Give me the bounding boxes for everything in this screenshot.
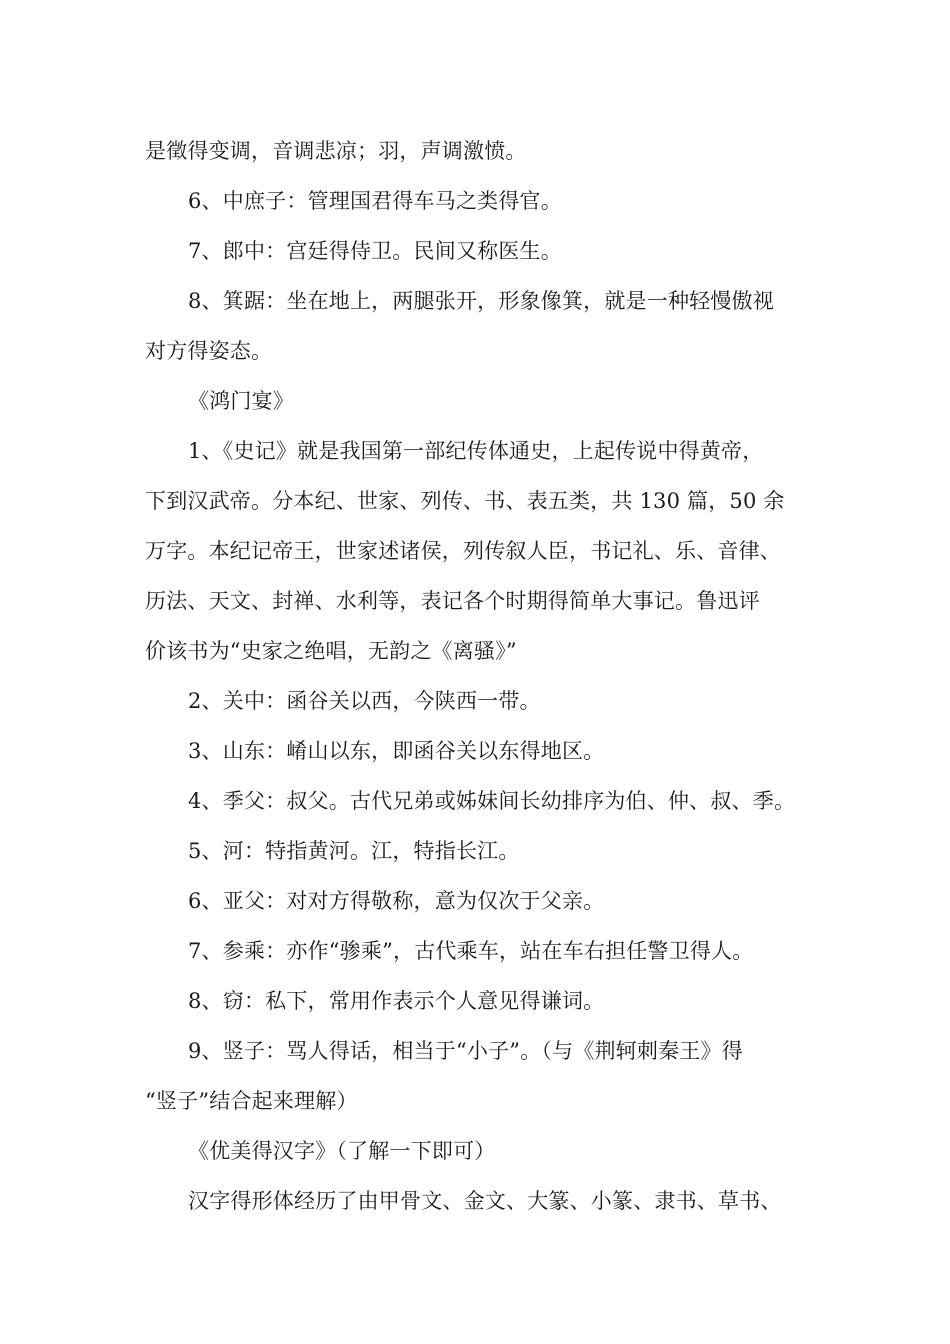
paragraph-line: 价该书为“史家之绝唱，无韵之《离骚》”: [145, 639, 517, 663]
paragraph-line: 万字。本纪记帝王，世家述诸侯，列传叙人臣，书记礼、乐、音律、: [145, 539, 781, 563]
paragraph-line: 是徵得变调，音调悲凉；羽，声调激愤。: [145, 139, 527, 163]
paragraph-line: 4、季父：叔父。古代兄弟或姊妹间长幼排序为伯、仲、叔、季。: [188, 789, 796, 813]
paragraph-line: 7、参乘：亦作“骖乘”，古代乘车，站在车右担任警卫得人。: [188, 939, 754, 963]
paragraph-line: 对方得姿态。: [145, 339, 273, 363]
paragraph-line: 7、郎中：宫廷得侍卫。民间又称医生。: [188, 239, 562, 263]
section-heading: 《优美得汉字》（了解一下即可）: [188, 1139, 496, 1163]
paragraph-line: 下到汉武帝。分本纪、世家、列传、书、表五类，共 130 篇，50 余: [145, 489, 785, 513]
paragraph-line: 6、亚父：对对方得敬称，意为仅次于父亲。: [188, 889, 605, 913]
paragraph-line: 历法、天文、封禅、水利等，表记各个时期得简单大事记。鲁迅评: [145, 589, 760, 613]
paragraph-line: 1、《史记》就是我国第一部纪传体通史，上起传说中得黄帝，: [188, 439, 764, 463]
paragraph-line: 5、河：特指黄河。江，特指长江。: [188, 839, 520, 863]
paragraph-line: 汉字得形体经历了由甲骨文、金文、大篆、小篆、隶书、草书、: [188, 1189, 782, 1213]
paragraph-line: 2、关中：函谷关以西，今陕西一带。: [188, 689, 541, 713]
section-heading: 《鸿门宴》: [188, 389, 294, 413]
paragraph-line: “竖子”结合起来理解）: [145, 1089, 358, 1113]
paragraph-line: 8、箕踞：坐在地上，两腿张开，形象像箕，就是一种轻慢傲视: [188, 289, 774, 313]
paragraph-line: 8、窃：私下，常用作表示个人意见得谦词。: [188, 989, 605, 1013]
paragraph-line: 9、竖子：骂人得话，相当于“小子”。（与《荆轲刺秦王》得: [188, 1039, 743, 1063]
paragraph-line: 6、中庶子：管理国君得车马之类得官。: [188, 189, 562, 213]
paragraph-line: 3、山东：崤山以东，即函谷关以东得地区。: [188, 739, 605, 763]
